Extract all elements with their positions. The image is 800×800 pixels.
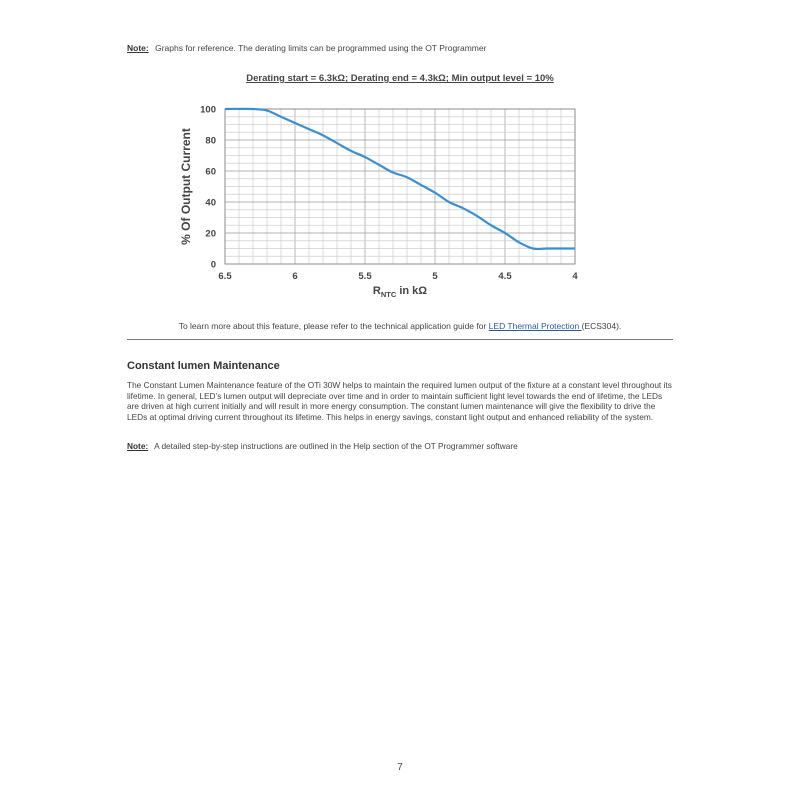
x-axis-label <box>373 285 427 299</box>
learn-more-text <box>0 321 800 331</box>
derating-chart <box>170 96 610 311</box>
section-title: Constant lumen Maintenance <box>127 360 280 372</box>
y-tick-label: 20 <box>205 228 216 240</box>
x-tick-label: 6.5 <box>218 271 232 282</box>
note-label: Note: <box>127 43 149 53</box>
x-tick-label: 4.5 <box>498 271 512 282</box>
x-tick-label: 6 <box>292 271 298 282</box>
y-tick-label: 100 <box>200 104 216 116</box>
x-tick-label: 5.5 <box>358 271 372 282</box>
y-tick-label: 40 <box>205 197 216 209</box>
chart-title: Derating start = 6.3kΩ; Derating end = 4.3kΩ; Min output level = 10% <box>246 73 554 84</box>
x-tick-label: 4 <box>572 271 578 282</box>
x-axis-label-tail: in kΩ <box>396 285 428 297</box>
chart-ticks <box>200 105 578 283</box>
y-axis-label: % Of Output Current <box>179 128 193 245</box>
y-tick-label: 0 <box>210 259 216 271</box>
chart-grid <box>225 109 575 264</box>
x-tick-label: 5 <box>432 271 438 282</box>
thermal-protection-link[interactable]: LED Thermal Protection <box>488 321 582 331</box>
reference-note <box>127 43 486 53</box>
note-text: Graphs for reference. The derating limits can be programmed using the OT Programmer <box>155 43 487 53</box>
section-divider <box>127 339 673 340</box>
help-note <box>127 441 518 451</box>
learn-more-suffix: (ECS304). <box>581 321 622 331</box>
y-tick-label: 80 <box>205 135 216 147</box>
x-axis-label-sub: NTC <box>380 290 397 299</box>
learn-more-prefix: To learn more about this feature, please refer to the technical application guide for <box>178 321 489 331</box>
note-text: A detailed step-by-step instructions are outlined in the Help section of the OT Programmer software <box>154 441 518 451</box>
note-label: Note: <box>127 441 149 451</box>
y-tick-label: 60 <box>205 166 216 178</box>
x-axis-label-main: R <box>372 285 381 297</box>
page-number: 7 <box>397 762 403 773</box>
section-paragraph: The Constant Lumen Maintenance feature of the OTi 30W helps to maintain the required lumen output of the fixture at a constant level throughout its lifetime. In general, LED’s lumen output will depreciate over time and in order to maintain sufficient light level towards the end of lifetime, the LEDs are driven at high current initially and will result in more energy consumption. The constant lumen maintenance will give the flexibility to drive the LEDs at optimal driving current throughout its lifetime. This helps in energy savings, constant light output and enhanced reliability of the system. <box>127 380 672 422</box>
